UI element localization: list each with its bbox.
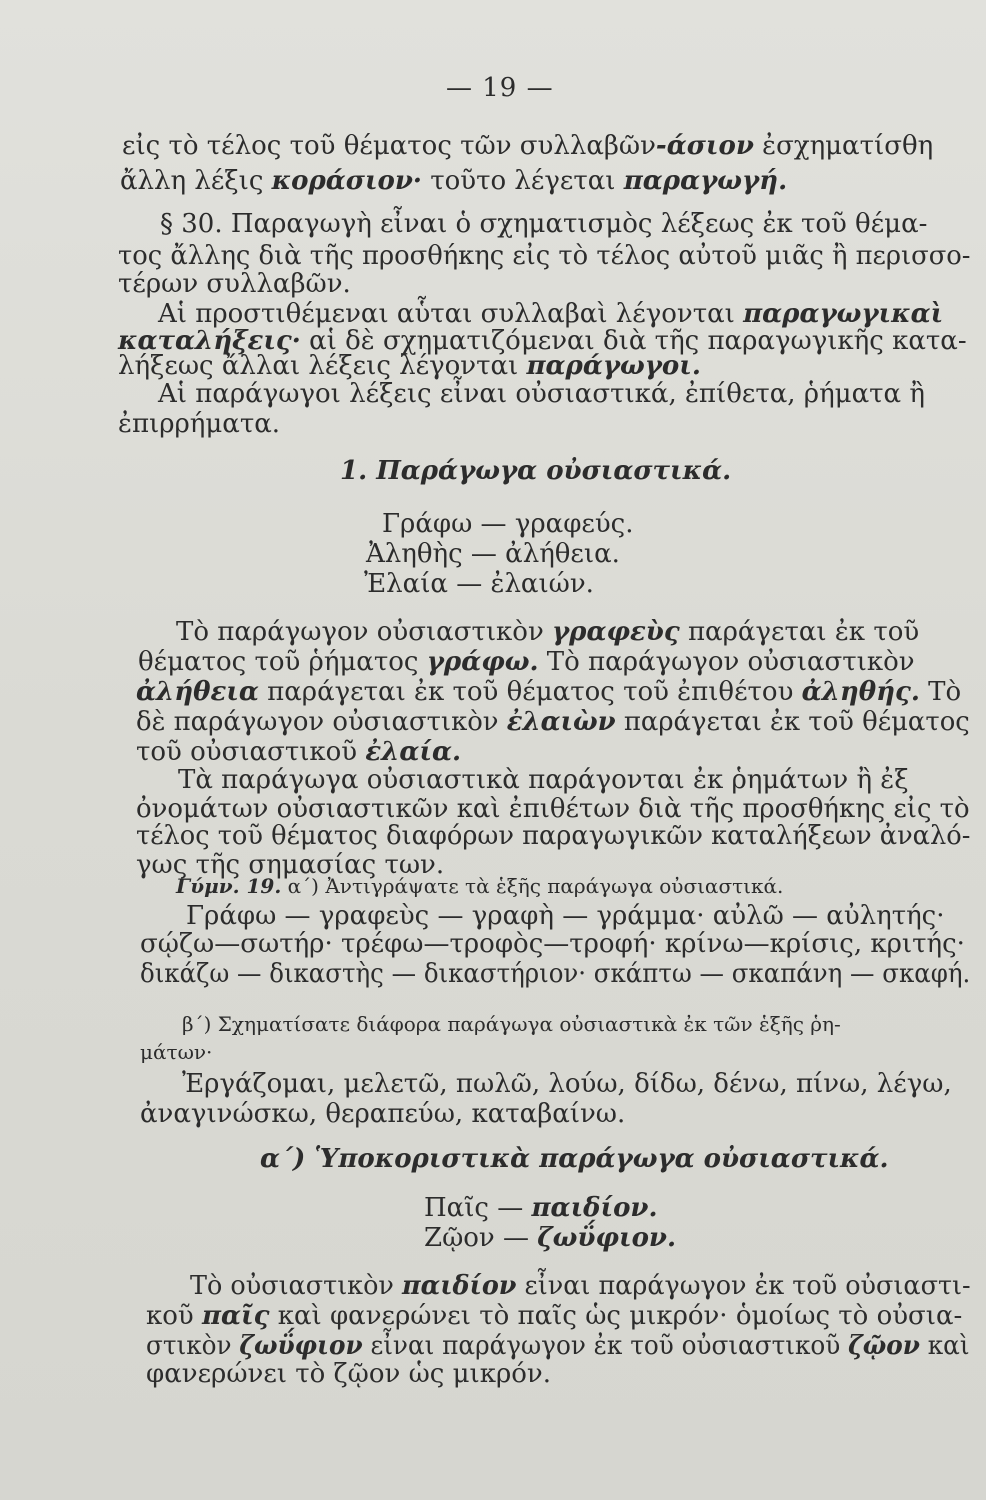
text-line: ὀνομάτων οὐσιαστικῶν καὶ ἐπιθέτων διὰ τῆς προσθήκης εἰς τὸ <box>136 794 970 824</box>
text-line: θέματος τοῦ ῥήματος γράφω. Τὸ παράγωγον οὐσιαστικὸν <box>138 647 915 677</box>
text-line: τέρων συλλαβῶν. <box>118 269 351 299</box>
text-line: τοῦ οὐσιαστικοῦ ἐλαία. <box>136 737 462 767</box>
text-line: φανερώνει τὸ ζῷον ὡς μικρόν. <box>146 1359 551 1389</box>
text-line: στικὸν ζωΰφιον εἶναι παράγωγον ἐκ τοῦ οὐσιαστικοῦ ζῷον καὶ <box>146 1331 970 1361</box>
exercise-line: β΄) Σχηματίσατε διάφορα παράγωγα οὐσιαστικὰ ἐκ τῶν ἑξῆς ῥη- <box>182 1012 841 1036</box>
text-line: Τὰ παράγωγα οὐσιαστικὰ παράγονται ἐκ ῥημάτων ἢ ἐξ <box>178 765 909 795</box>
text-line: ἄλλη λέξις κοράσιον· τοῦτο λέγεται παραγωγή. <box>120 166 788 196</box>
page-number: — 19 — <box>446 73 554 103</box>
text-line: τος ἄλλης διὰ τῆς προσθήκης εἰς τὸ τέλος αὐτοῦ μιᾶς ἢ περισσο- <box>118 241 971 271</box>
text-line: γως τῆς σημασίας των. <box>136 850 445 880</box>
text-line: κοῦ παῖς καὶ φανερώνει τὸ παῖς ὡς μικρόν· ὁμοίως τὸ οὐσια- <box>146 1301 963 1331</box>
text-line: ἐπιρρήματα. <box>118 409 281 439</box>
exercise-line: σῴζω—σωτήρ· τρέφω—τροφὸς—τροφή· κρίνω—κρίσις, κριτής· <box>140 929 965 959</box>
example-line: Ἐλαία — ἐλαιών. <box>364 569 594 599</box>
text-line: Τὸ παράγωγον οὐσιαστικὸν γραφεὺς παράγεται ἐκ τοῦ <box>176 617 920 647</box>
exercise-line: ἀναγινώσκω, θεραπεύω, καταβαίνω. <box>140 1099 626 1129</box>
text-line: Αἱ προστιθέμεναι αὗται συλλαβαὶ λέγονται παραγωγικαὶ <box>158 299 944 329</box>
exercise-line: δικάζω — δικαστὴς — δικαστήριον· σκάπτω — σκαπάνη — σκαφή. <box>140 959 971 989</box>
exercise-line: Γράφω — γραφεὺς — γραφὴ — γράμμα· αὐλῶ — αὐλητής· <box>186 901 945 931</box>
text-line: τέλος τοῦ θέματος διαφόρων παραγωγικῶν καταλήξεων ἀναλό- <box>136 821 971 851</box>
text-line: καταλήξεις· αἱ δὲ σχηματιζόμεναι διὰ τῆς παραγωγικῆς κατα- <box>118 326 967 356</box>
text-line: δὲ παράγωγον οὐσιαστικὸν ἐλαιὼν παράγεται ἐκ τοῦ θέματος <box>136 707 970 737</box>
text-line: § 30. Παραγωγὴ εἶναι ὁ σχηματισμὸς λέξεως ἐκ τοῦ θέμα- <box>160 209 928 239</box>
text-line: λήξεως ἄλλαι λέξεις λέγονται παράγωγοι. <box>118 351 701 381</box>
example-line: Ζῷον — ζωΰφιον. <box>424 1223 676 1253</box>
text-line: ἀλήθεια παράγεται ἐκ τοῦ θέματος τοῦ ἐπιθέτου ἀληθής. Τὸ <box>136 677 962 707</box>
text-line: Τὸ οὐσιαστικὸν παιδίον εἶναι παράγωγον ἐκ τοῦ οὐσιαστι- <box>190 1271 971 1301</box>
exercise-line: μάτων· <box>140 1040 213 1064</box>
exercise-line: Ἐργάζομαι, μελετῶ, πωλῶ, λούω, δίδω, δένω, πίνω, λέγω, <box>182 1069 952 1099</box>
section-heading: α΄) Ὑποκοριστικὰ παράγωγα οὐσιαστικά. <box>260 1144 889 1174</box>
example-line: Παῖς — παιδίον. <box>424 1193 658 1223</box>
exercise-heading: Γύμν. 19. α΄) Ἀντιγράψατε τὰ ἑξῆς παράγωγα οὐσιαστικά. <box>176 874 784 898</box>
example-line: Ἀληθὴς — ἀλήθεια. <box>366 539 620 569</box>
example-line: Γράφω — γραφεύς. <box>382 509 634 539</box>
text-line: εἰς τὸ τέλος τοῦ θέματος τῶν συλλαβῶν-άσιον ἐσχηματίσθη <box>122 131 934 161</box>
section-heading: 1. Παράγωγα οὐσιαστικά. <box>340 456 732 486</box>
text-line: Αἱ παράγωγοι λέξεις εἶναι οὐσιαστικά, ἐπίθετα, ῥήματα ἢ <box>158 379 925 409</box>
